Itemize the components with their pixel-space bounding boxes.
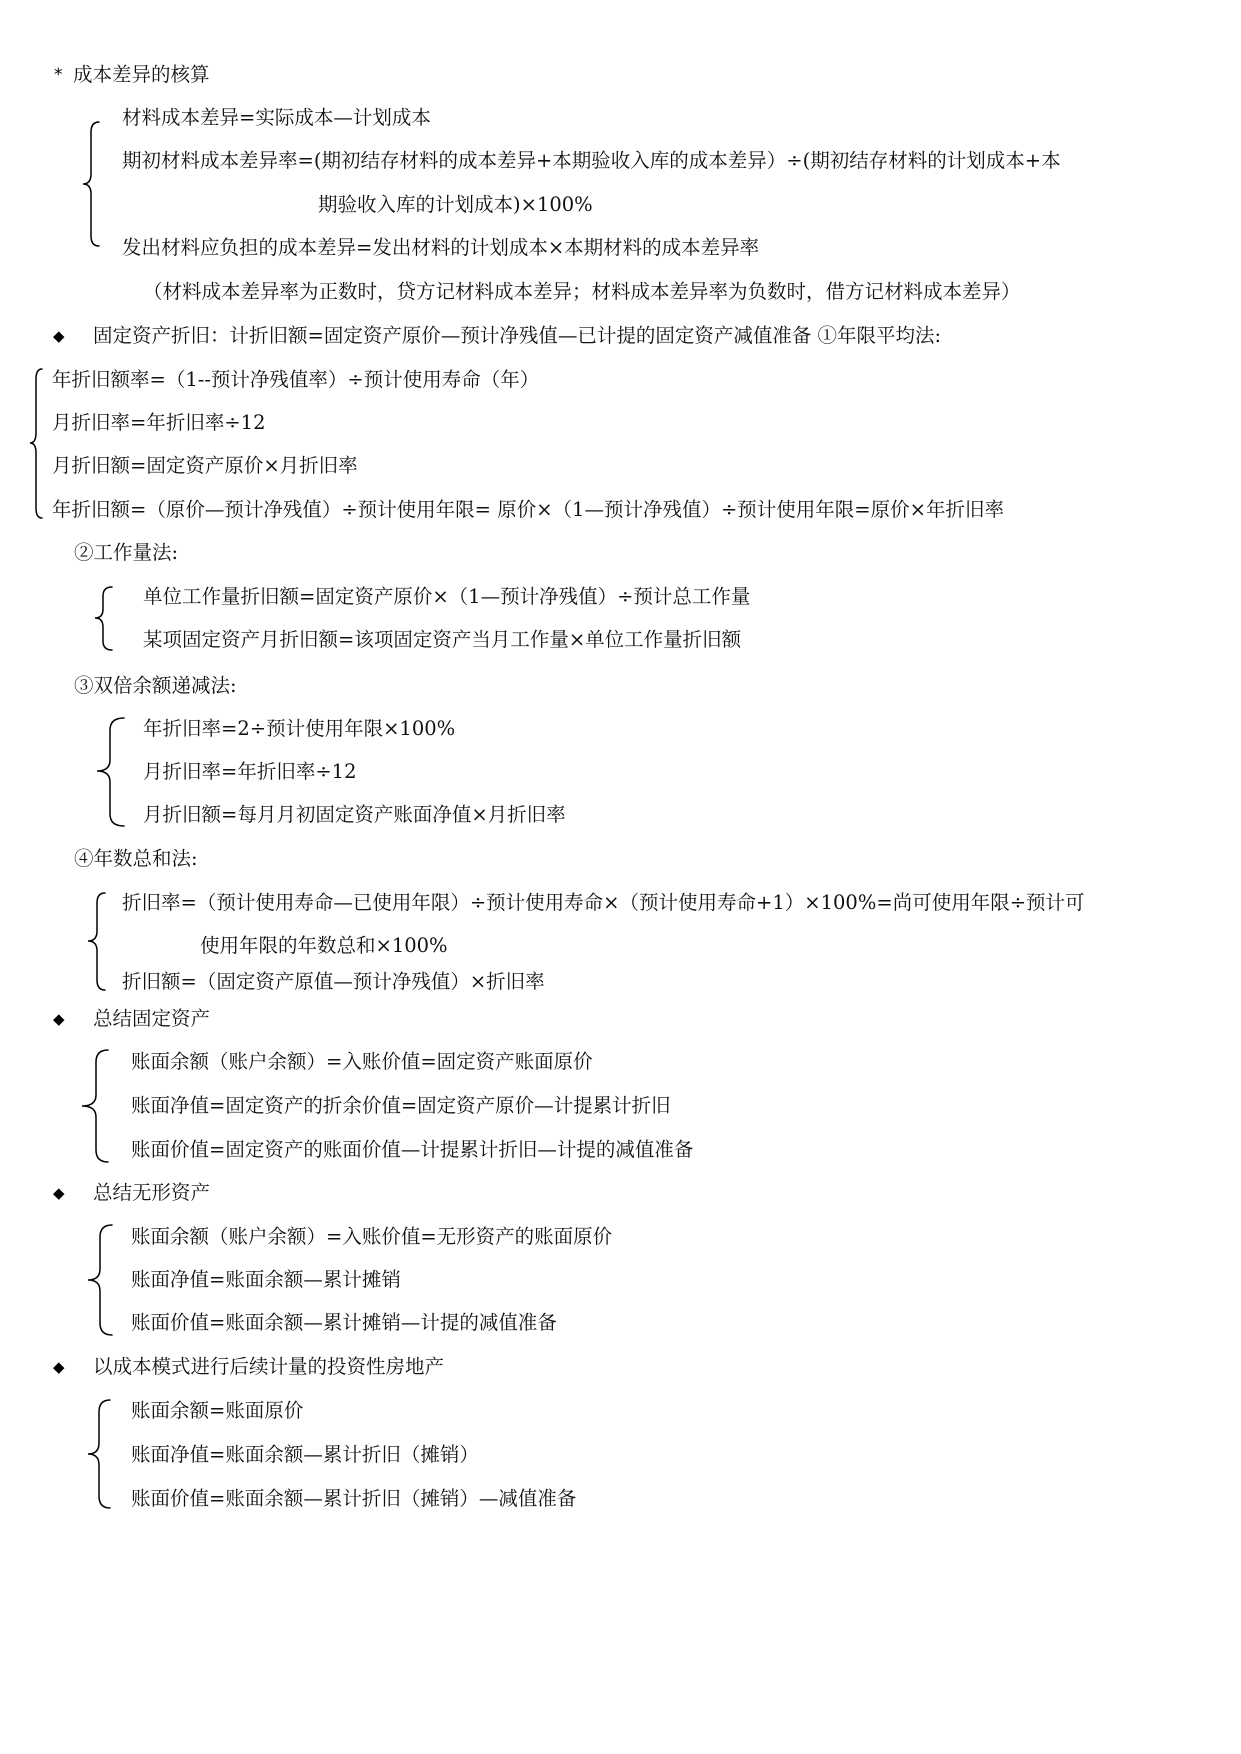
brace-cost-variance bbox=[83, 122, 99, 246]
diamond-bullet-icon: ◆ bbox=[53, 1010, 65, 1028]
formula-line: 账面价值=账面余额—累计摊销—计提的减值准备 bbox=[131, 1311, 557, 1334]
method-title-sum-of-years: ④年数总和法: bbox=[74, 847, 198, 870]
brace-sum-of-years bbox=[88, 893, 105, 990]
formula-line: 账面净值=固定资产的折余价值=固定资产原价—计提累计折旧 bbox=[131, 1094, 671, 1117]
formula-line: 月折旧率=年折旧率÷12 bbox=[143, 760, 357, 783]
formula-line: 折旧率=（预计使用寿命—已使用年限）÷预计使用寿命×（预计使用寿命+1）×100%=尚可使用年限÷预计可 bbox=[122, 891, 1085, 914]
formula-line: 账面价值=账面余额—累计折旧（摊销）—减值准备 bbox=[131, 1487, 577, 1510]
diamond-bullet-icon: ◆ bbox=[53, 1184, 65, 1202]
section-title-investment-property: 以成本模式进行后续计量的投资性房地产 bbox=[93, 1355, 445, 1378]
formula-line: 单位工作量折旧额=固定资产原价×（1—预计净残值）÷预计总工作量 bbox=[143, 585, 751, 608]
formula-line: 月折旧额=固定资产原价×月折旧率 bbox=[52, 454, 358, 477]
diamond-bullet-icon: ◆ bbox=[53, 1358, 65, 1376]
formula-line: 折旧额=（固定资产原值—预计净残值）×折旧率 bbox=[122, 970, 545, 993]
diamond-bullet-icon: ◆ bbox=[53, 327, 65, 345]
formula-line: 某项固定资产月折旧额=该项固定资产当月工作量×单位工作量折旧额 bbox=[143, 628, 742, 651]
formula-line: 年折旧额率=（1--预计净残值率）÷预计使用寿命（年） bbox=[52, 368, 540, 391]
brace-fixed-assets bbox=[82, 1050, 108, 1162]
formula-line: 年折旧额=（原价—预计净残值）÷预计使用年限= 原价×（1—预计净残值）÷预计使用年限=原价×年折旧率 bbox=[52, 498, 1004, 521]
formula-line: 月折旧率=年折旧率÷12 bbox=[52, 411, 266, 434]
brace-double-declining bbox=[97, 718, 124, 826]
formula-line: 月折旧额=每月月初固定资产账面净值×月折旧率 bbox=[143, 803, 566, 826]
formula-line: 年折旧率=2÷预计使用年限×100% bbox=[143, 717, 456, 740]
brace-units-of-production bbox=[95, 587, 112, 650]
formula-line: 账面净值=账面余额—累计摊销 bbox=[131, 1268, 401, 1291]
formula-line: 账面余额=账面原价 bbox=[131, 1399, 304, 1422]
formula-line: 发出材料应负担的成本差异=发出材料的计划成本×本期材料的成本差异率 bbox=[122, 236, 760, 259]
section-title-cost-variance: 成本差异的核算 bbox=[73, 63, 210, 86]
formula-line-continuation: 使用年限的年数总和×100% bbox=[200, 934, 448, 957]
brace-straight-line bbox=[30, 369, 42, 518]
depreciation-intro: 固定资产折旧：计折旧额=固定资产原价—预计净残值—已计提的固定资产减值准备 ①年限平均法: bbox=[93, 324, 942, 347]
formula-line: 账面余额（账户余额）=入账价值=固定资产账面原价 bbox=[131, 1050, 593, 1073]
formula-line: 账面余额（账户余额）=入账价值=无形资产的账面原价 bbox=[131, 1225, 613, 1248]
brace-investment-property bbox=[88, 1400, 110, 1508]
heading-marker: * bbox=[54, 65, 63, 85]
brace-intangible bbox=[88, 1225, 112, 1335]
formula-line: 账面净值=账面余额—累计折旧（摊销） bbox=[131, 1443, 479, 1466]
formula-line: 材料成本差异=实际成本—计划成本 bbox=[122, 106, 431, 129]
section-title-fixed-assets: 总结固定资产 bbox=[93, 1007, 211, 1030]
formula-line-continuation: 期验收入库的计划成本)×100% bbox=[318, 193, 593, 216]
method-title-double-declining: ③双倍余额递减法: bbox=[74, 674, 237, 697]
method-title-units-of-production: ②工作量法: bbox=[74, 541, 179, 564]
cost-variance-note: （材料成本差异率为正数时，贷方记材料成本差异；材料成本差异率为负数时，借方记材料成本差异） bbox=[143, 280, 1021, 303]
formula-line: 期初材料成本差异率=(期初结存材料的成本差异+本期验收入库的成本差异）÷(期初结存材料的计划成本+本 bbox=[122, 149, 1061, 172]
formula-line: 账面价值=固定资产的账面价值—计提累计折旧—计提的减值准备 bbox=[131, 1138, 694, 1161]
section-title-intangible: 总结无形资产 bbox=[93, 1181, 211, 1204]
